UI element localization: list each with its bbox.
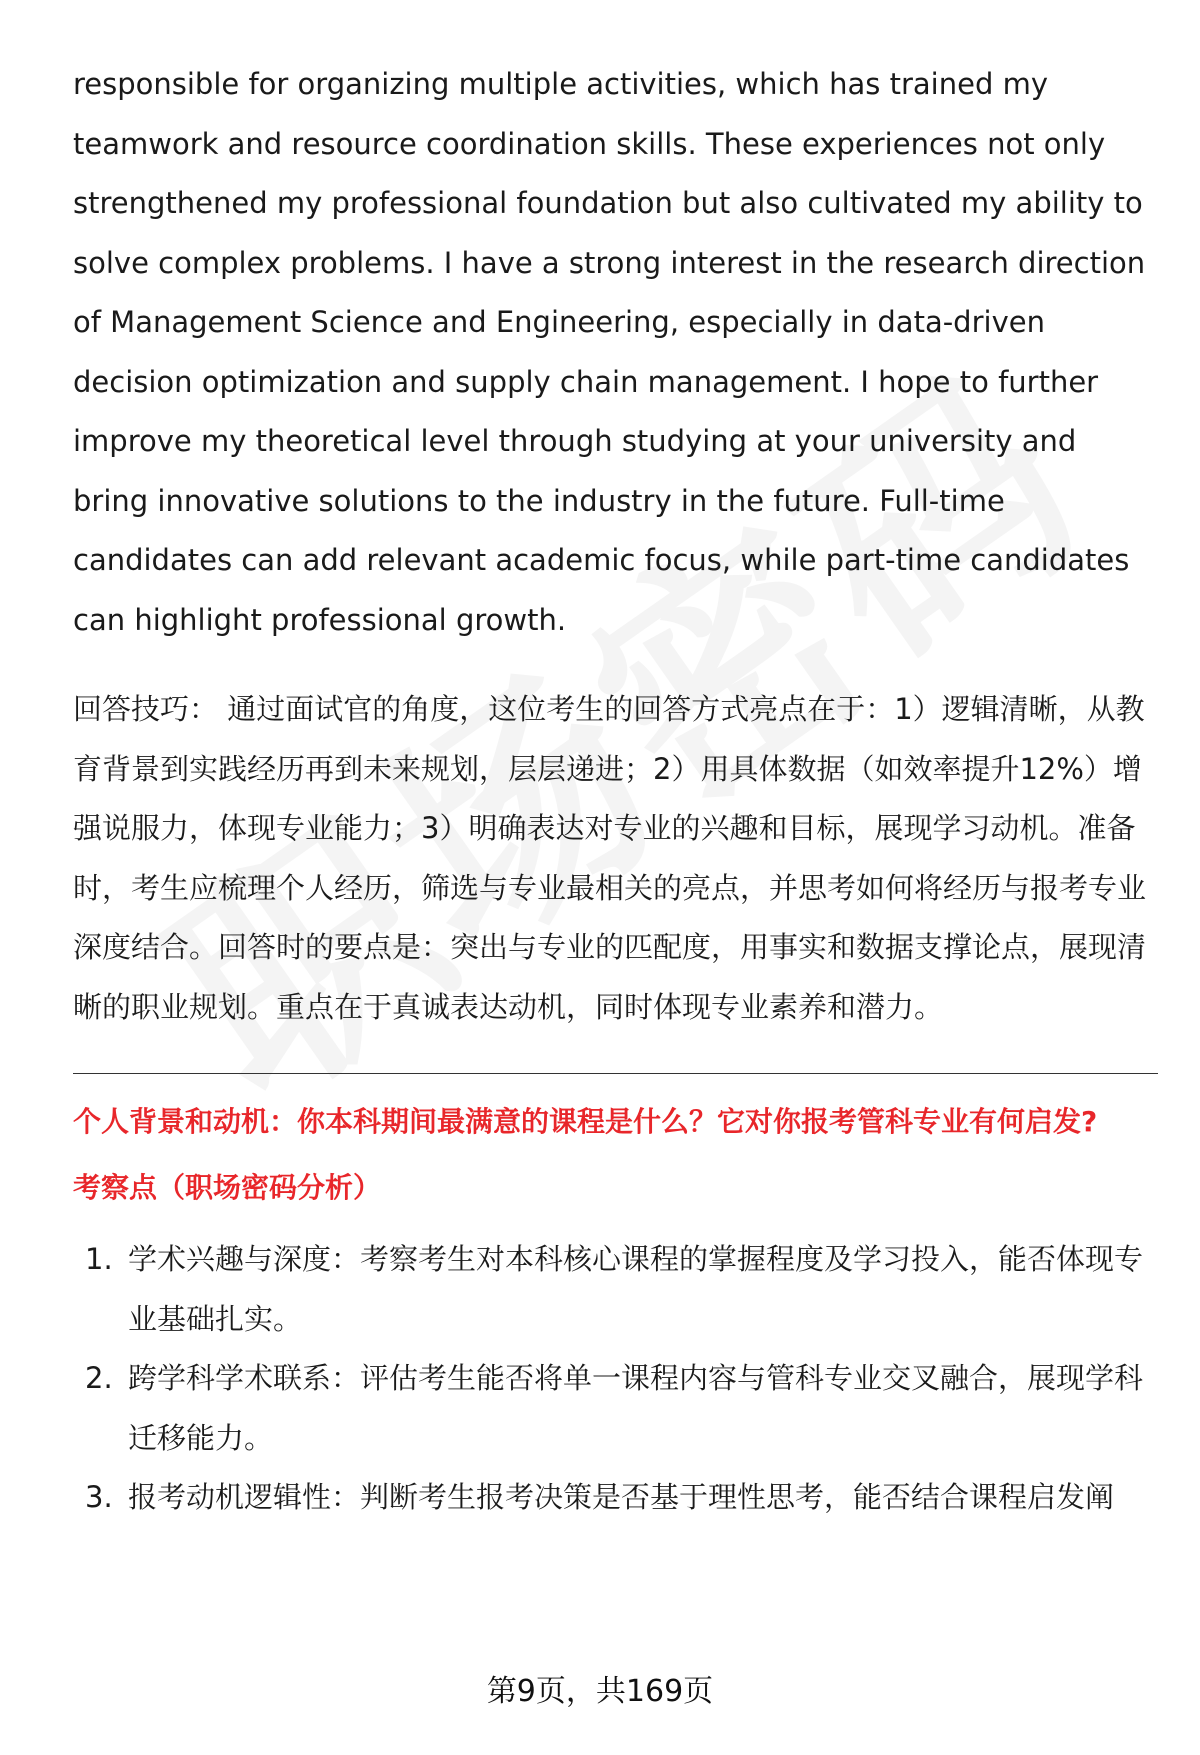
question-heading: 个人背景和动机：你本科期间最满意的课程是什么？它对你报考管科专业有何启发? (73, 1105, 1098, 1138)
section-title: 考察点（职场密码分析） (73, 1171, 382, 1204)
section-divider (73, 1073, 1158, 1074)
list-item-number: 2. (85, 1361, 113, 1395)
list-item (73, 1349, 1158, 1468)
answer-tips-paragraph: 回答技巧： 通过面试官的角度，这位考生的回答方式亮点在于：1）逻辑清晰，从教育背景到实践经历再到未来规划，层层递进；2）用具体数据（如效率提升12%）增强说服力，体现专业能力；3）明确表达对专业的兴趣和目标，展现学习动机。准备时，考生应梳理个人经历，筛选与专业最相关的亮点，并思考如何将经历与报考专业深度结合。回答时的要点是：突出与专业的匹配度，用事实和数据支撑论点，展现清晰的职业规划。重点在于真诚表达动机，同时体现专业素养和潜力。 (73, 692, 1147, 1024)
list-item-text: 跨学科学术联系：评估考生能否将单一课程内容与管科专业交叉融合，展现学科迁移能力。 (128, 1361, 1144, 1455)
list-item (73, 1230, 1158, 1349)
page-number-footer: 第9页，共169页 (486, 1674, 714, 1709)
points-list (73, 1230, 1158, 1528)
list-item-text: 学术兴趣与深度：考察考生对本科核心课程的掌握程度及学习投入，能否体现专业基础扎实。 (128, 1242, 1144, 1336)
page-content (73, 55, 1158, 1528)
list-item-text: 报考动机逻辑性：判断考生报考决策是否基于理性思考，能否结合课程启发阐 (128, 1480, 1115, 1514)
list-item-number: 1. (85, 1242, 113, 1276)
list-item-number: 3. (85, 1480, 113, 1514)
list-item (73, 1468, 1158, 1528)
answer-paragraph: responsible for organizing multiple activities, which has trained my teamwork and resource coordination skills. These experiences not only strengthened my professional foundation but also cultivated my ability to solve complex problems. I have a strong interest in the research direction of Management Science and Engineering, especially in data-driven decision optimization and supply chain management. I hope to further improve my theoretical level through studying at your university and bring innovative solutions to the industry in the future. Full-time candidates can add relevant academic focus, while part-time candidates can highlight professional growth. (73, 67, 1146, 637)
